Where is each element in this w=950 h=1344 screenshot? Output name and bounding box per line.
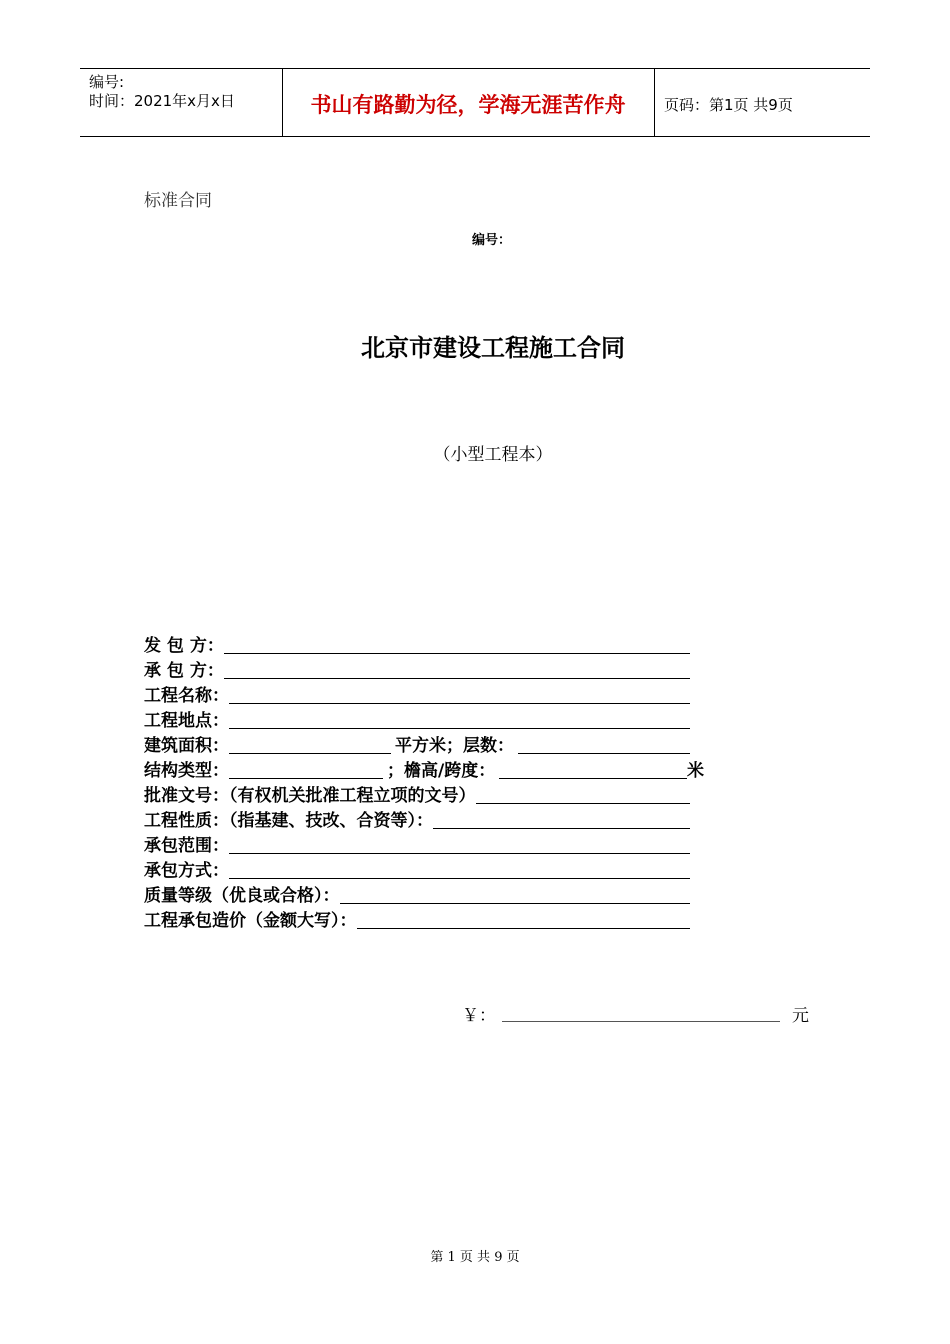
- page-header: [80, 68, 870, 137]
- field-label: 平方米；层数：: [395, 736, 514, 756]
- field-label: 建筑面积：: [144, 736, 229, 756]
- blank-line[interactable]: [229, 685, 690, 704]
- page-title: 北京市建设工程施工合同: [361, 334, 625, 362]
- field-label: 米: [687, 761, 704, 781]
- field-project-location: [144, 707, 690, 732]
- field-approval-no: [144, 782, 690, 807]
- field-label: 工程承包造价（金额大写）：: [144, 911, 357, 931]
- doc-number-label: 编号：: [472, 233, 512, 248]
- blank-line[interactable]: [518, 735, 690, 754]
- field-scope: [144, 832, 690, 857]
- field-label: 批准文号：（有权机关批准工程立项的文号）: [144, 786, 476, 806]
- blank-line[interactable]: [229, 735, 391, 754]
- field-label: 质量等级（优良或合格）：: [144, 886, 340, 906]
- field-label: 工程地点：: [144, 711, 229, 731]
- blank-line[interactable]: [229, 710, 690, 729]
- page-footer: 第 1 页 共 9 页: [430, 1250, 520, 1265]
- blank-line[interactable]: [476, 785, 691, 804]
- blank-line[interactable]: [433, 810, 690, 829]
- blank-line[interactable]: [499, 760, 687, 779]
- blank-line[interactable]: [229, 860, 690, 879]
- field-employer: [144, 632, 690, 657]
- blank-line[interactable]: [229, 835, 690, 854]
- field-price: [144, 907, 690, 932]
- doc-type: 标准合同: [144, 191, 212, 211]
- field-structure-type: [144, 757, 704, 782]
- field-project-name: [144, 682, 690, 707]
- blank-line[interactable]: [224, 635, 690, 654]
- field-project-nature: [144, 807, 690, 832]
- header-time-label: 时间：2021年x月x日: [89, 92, 235, 110]
- field-contractor: [144, 657, 690, 682]
- blank-line[interactable]: [229, 760, 383, 779]
- blank-line[interactable]: [224, 660, 690, 679]
- currency-unit: 元: [792, 1006, 809, 1026]
- page-subtitle: （小型工程本）: [433, 445, 553, 465]
- field-label: 承 包 方：: [144, 661, 224, 681]
- field-label: 结构类型：: [144, 761, 229, 781]
- header-number-label: 编号:: [89, 73, 125, 91]
- field-label: 工程性质：（指基建、技改、合资等）：: [144, 811, 433, 831]
- blank-line[interactable]: [357, 910, 691, 929]
- field-label: 承包范围：: [144, 836, 229, 856]
- field-building-area: [144, 732, 690, 757]
- field-method: [144, 857, 690, 882]
- blank-line[interactable]: [502, 1005, 780, 1022]
- amount-row: [462, 1002, 822, 1026]
- field-label: 发 包 方：: [144, 636, 224, 656]
- field-label: 工程名称：: [144, 686, 229, 706]
- currency-symbol: ￥：: [462, 1006, 496, 1026]
- field-label: 承包方式：: [144, 861, 229, 881]
- blank-line[interactable]: [340, 885, 691, 904]
- header-page-info: 页码：第1页 共9页: [664, 96, 793, 114]
- field-label: ；檐高/跨度：: [387, 761, 496, 781]
- header-motto: 书山有路勤为径，学海无涯苦作舟: [310, 92, 626, 117]
- field-quality: [144, 882, 690, 907]
- header-divider: [654, 69, 655, 136]
